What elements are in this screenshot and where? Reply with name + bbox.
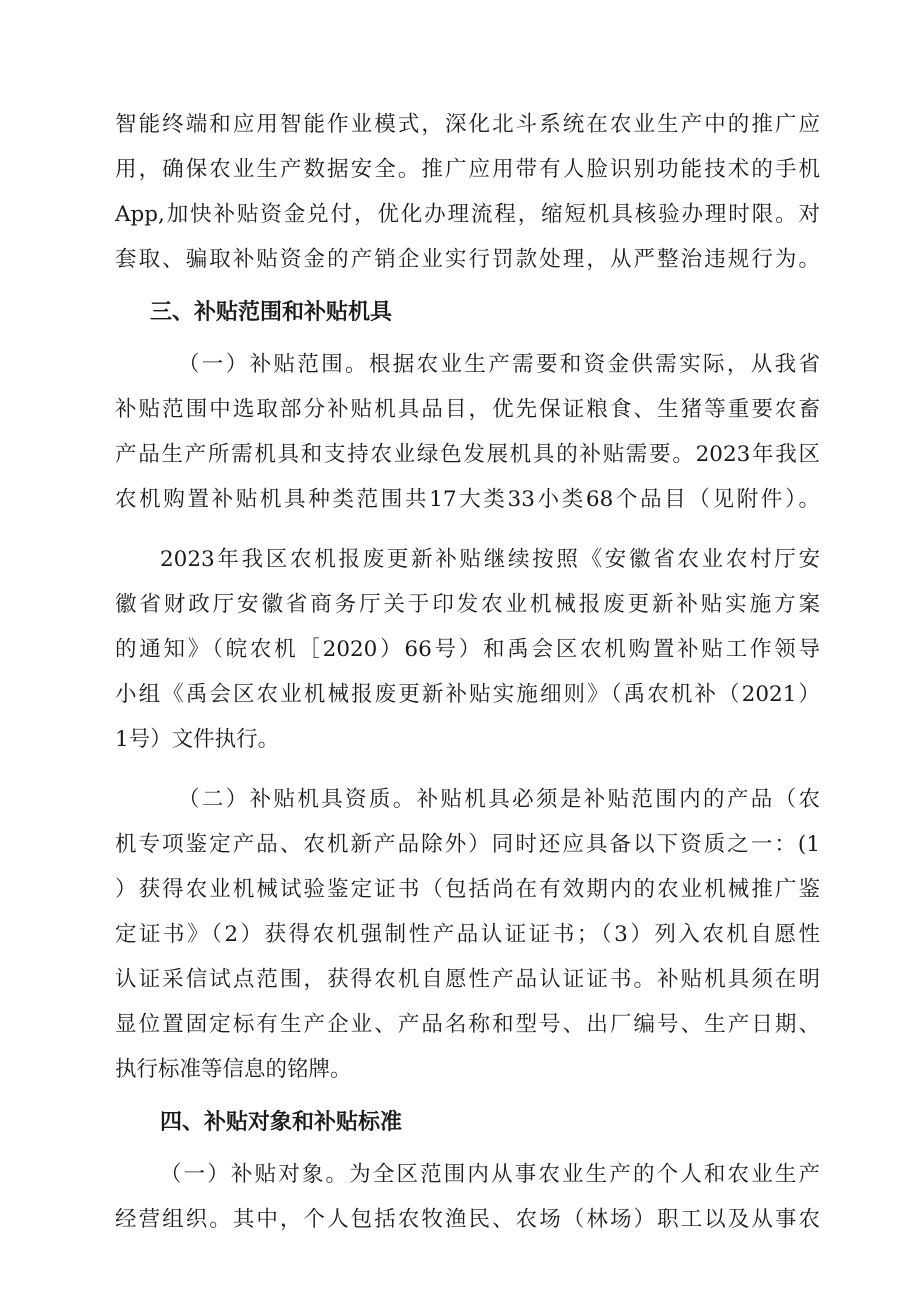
body-text-line: （二）补贴机具资质。补贴机具必须是补贴范围内的产品（农: [178, 787, 820, 812]
body-text-line: 经营组织。其中，个人包括农牧渔民、农场（林场）职工以及从事农: [115, 1207, 820, 1232]
body-text-line: 认证采信试点范围，获得农机自愿性产品认证证书。补贴机具须在明: [115, 967, 820, 992]
body-text-line: （一）补贴范围。根据农业生产需要和资金供需实际，从我省: [178, 352, 820, 377]
body-text-line: 小组《禹会区农业机械报废更新补贴实施细则》（禹农机补（2021）: [115, 682, 820, 707]
body-text-line: ）获得农业机械试验鉴定证书（包括尚在有效期内的农业机械推广鉴: [115, 877, 820, 902]
body-text-line: 智能终端和应用智能作业模式，深化北斗系统在农业生产中的推广应: [115, 112, 820, 137]
body-text-line: 执行标准等信息的铭牌。: [115, 1057, 352, 1082]
body-text-line: 显位置固定标有生产企业、产品名称和型号、出厂编号、生产日期、: [115, 1012, 820, 1037]
body-text-line: 农机购置补贴机具种类范围共17大类33小类68个品目（见附件）。: [115, 487, 820, 512]
body-text-line: App,加快补贴资金兑付，优化办理流程，缩短机具核验办理时限。对: [115, 202, 820, 227]
body-text-line: 2023年我区农机报废更新补贴继续按照《安徽省农业农村厅安: [160, 547, 820, 572]
body-text-line: 定证书》（2）获得农机强制性产品认证证书；（3）列入农机自愿性: [115, 922, 820, 947]
body-text-line: 用，确保农业生产数据安全。推广应用带有人脸识别功能技术的手机: [115, 157, 820, 182]
body-text-line: 机专项鉴定产品、农机新产品除外）同时还应具备以下资质之一：(1: [115, 832, 820, 857]
body-text-line: 产品生产所需机具和支持农业绿色发展机具的补贴需要。2023年我区: [115, 442, 820, 467]
body-text-line: 徽省财政厅安徽省商务厅关于印发农业机械报废更新补贴实施方案: [115, 592, 820, 617]
body-text-line: 1号）文件执行。: [115, 727, 280, 752]
body-text-line: （一）补贴对象。为全区范围内从事农业生产的个人和农业生产: [160, 1162, 820, 1187]
body-text-line: 套取、骗取补贴资金的产销企业实行罚款处理，从严整治违规行为。: [115, 247, 820, 272]
section-heading: 三、补贴范围和补贴机具: [150, 300, 393, 325]
body-text-line: 的通知》（皖农机［2020）66号）和禹会区农机购置补贴工作领导: [115, 637, 820, 662]
section-heading: 四、补贴对象和补贴标准: [160, 1110, 403, 1135]
body-text-line: 补贴范围中选取部分补贴机具品目，优先保证粮食、生猪等重要农畜: [115, 397, 820, 422]
